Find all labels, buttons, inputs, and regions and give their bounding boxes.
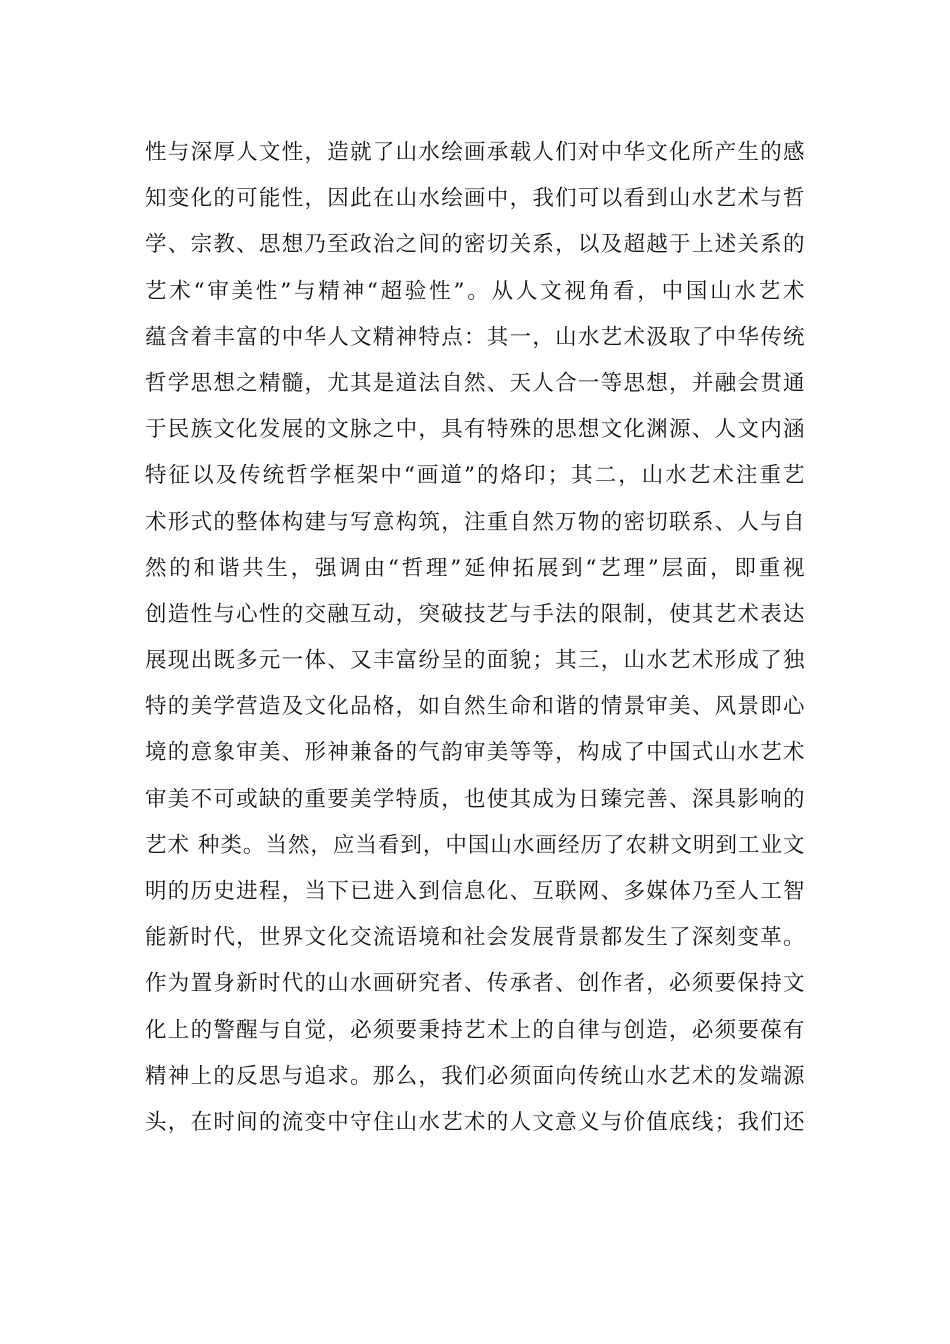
- text-line-8: 特征以及传统哲学框架中“画道”的烙印；其二，山水艺术注重艺: [145, 463, 805, 489]
- body-paragraph: [145, 130, 825, 1146]
- text-line-6: 哲学思想之精髓，尤其是道法自然、天人合一等思想，并融会贯通: [145, 370, 805, 396]
- text-line-17: 明的历史进程，当下已进入到信息化、互联网、多媒体乃至人工智: [145, 879, 805, 904]
- text-line-21: 精神上的反思与追求。那么，我们必须面向传统山水艺术的发端源: [145, 1063, 805, 1089]
- text-line-22: 头，在时间的流变中守住山水艺术的人文意义与价值底线；我们还: [145, 1109, 805, 1135]
- text-line-1: 性与深厚人文性，造就了山水绘画承载人们对中华文化所产生的感: [145, 140, 805, 165]
- text-line-4: 艺术“审美性”与精神“超验性”。从人文视角看，中国山水艺术: [145, 278, 805, 304]
- text-line-2: 知变化的可能性，因此在山水绘画中，我们可以看到山水艺术与哲: [145, 186, 805, 212]
- text-line-7: 于民族文化发展的文脉之中，具有特殊的思想文化渊源、人文内涵: [145, 417, 805, 443]
- text-line-16: 艺术 种类。当然，应当看到，中国山水画经历了农耕文明到工业文: [145, 832, 805, 858]
- text-line-12: 展现出既多元一体、又丰富纷呈的面貌；其三，山水艺术形成了独: [145, 648, 805, 674]
- text-line-13: 特的美学营造及文化品格，如自然生命和谐的情景审美、风景即心: [145, 694, 805, 720]
- text-line-20: 化上的警醒与自觉，必须要秉持艺术上的自律与创造，必须要葆有: [145, 1017, 805, 1043]
- text-line-11: 创造性与心性的交融互动，突破技艺与手法的限制，使其艺术表达: [145, 601, 805, 627]
- text-line-19: 作为置身新时代的山水画研究者、传承者、创作者，必须要保持文: [145, 971, 805, 997]
- text-line-18: 能新时代，世界文化交流语境和社会发展背景都发生了深刻变革。: [145, 925, 805, 951]
- text-line-14: 境的意象审美、形神兼备的气韵审美等等，构成了中国式山水艺术: [145, 740, 805, 766]
- text-line-3: 学、宗教、思想乃至政治之间的密切关系，以及超越于上述关系的: [145, 232, 805, 258]
- text-line-10: 然的和谐共生，强调由“哲理”延伸拓展到“艺理”层面，即重视: [145, 555, 805, 581]
- text-line-9: 术形式的整体构建与写意构筑，注重自然万物的密切联系、人与自: [145, 509, 805, 535]
- text-line-15: 审美不可或缺的重要美学特质，也使其成为日臻完善、深具影响的: [145, 786, 805, 812]
- text-line-5: 蕴含着丰富的中华人文精神特点：其一，山水艺术汲取了中华传统: [145, 324, 805, 350]
